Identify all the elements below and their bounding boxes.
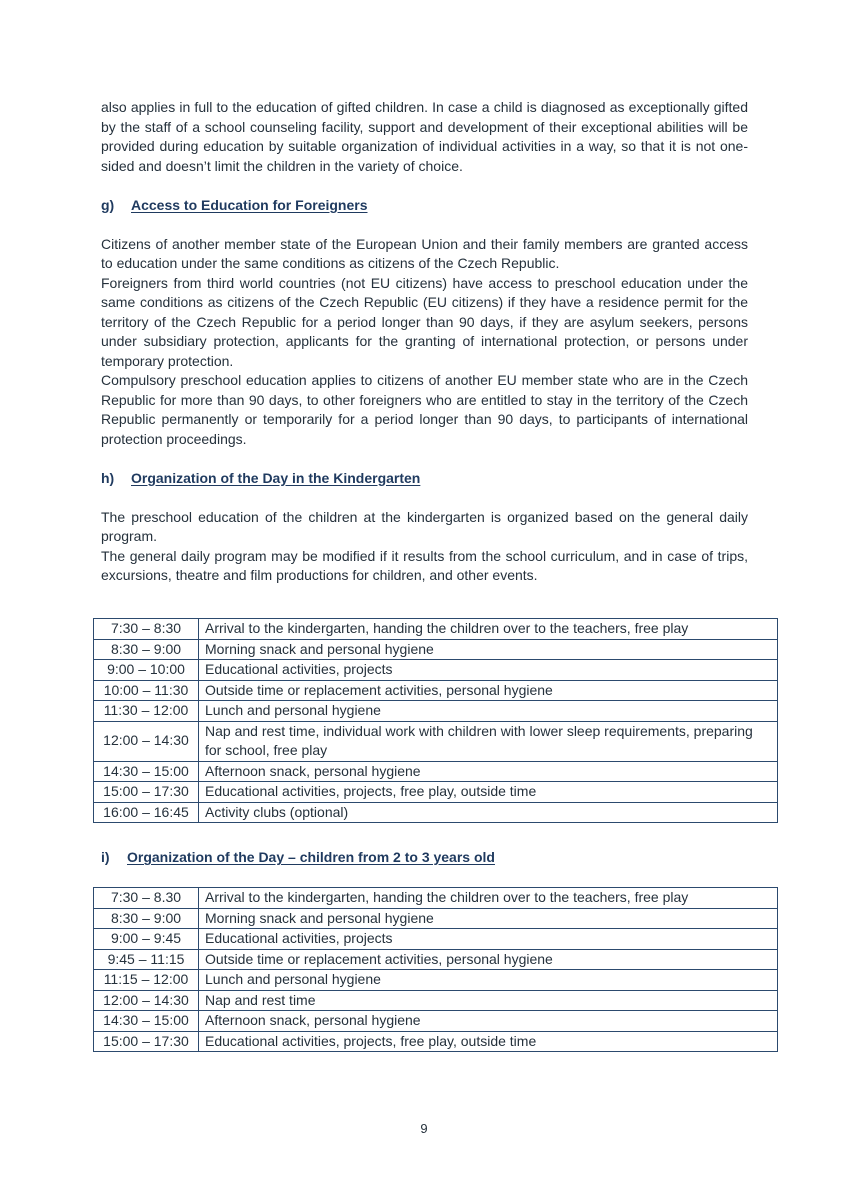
table-row [94, 761, 778, 782]
table-row [94, 782, 778, 803]
section-g-paragraph-1: Citizens of another member state of the European Union and their family members are granted access to education under the same conditions as citizens of the Czech Republic. [101, 235, 748, 271]
time-cell: 10:00 – 11:30 [94, 680, 199, 701]
table-row [94, 1011, 778, 1032]
section-h-paragraph-2: The general daily program may be modified if it results from the school curriculum, and in case of trips, excursions, theatre and film productions for children, and other events. [101, 547, 748, 583]
table-row [94, 802, 778, 823]
activity-cell: Morning snack and personal hygiene [199, 639, 778, 660]
time-cell: 16:00 – 16:45 [94, 802, 199, 823]
time-cell: 11:30 – 12:00 [94, 701, 199, 722]
section-i-title: Organization of the Day – children from 2 to 3 years old [127, 849, 495, 865]
time-cell: 15:00 – 17:30 [94, 1031, 199, 1052]
activity-cell: Educational activities, projects, free play, outside time [199, 782, 778, 803]
section-h-letter: h) [101, 469, 115, 486]
activity-cell: Lunch and personal hygiene [199, 970, 778, 991]
activity-cell: Nap and rest time, individual work with children with lower sleep requirements, preparing for school, free play [199, 721, 778, 761]
page-body [101, 98, 748, 586]
activity-cell: Afternoon snack, personal hygiene [199, 1011, 778, 1032]
section-g-letter: g) [101, 196, 115, 213]
table-row [94, 1031, 778, 1052]
activity-cell: Educational activities, projects [199, 929, 778, 950]
section-g-title: Access to Education for Foreigners [131, 196, 368, 213]
section-g-paragraph-3: Compulsory preschool education applies to citizens of another EU member state who are in the Czech Republic for more than 90 days, to other foreigners who are entitled to stay in the territory of the Czech Republic permanently or temporarily for a period longer than 90 days, to participants of international protection proceedings. [101, 372, 748, 447]
activity-cell: Afternoon snack, personal hygiene [199, 761, 778, 782]
table-row [94, 908, 778, 929]
time-cell: 12:00 – 14:30 [94, 990, 199, 1011]
table-row [94, 888, 778, 909]
section-h-title: Organization of the Day in the Kindergarten [131, 469, 421, 486]
table-row [94, 949, 778, 970]
activity-cell: Educational activities, projects [199, 660, 778, 681]
table-row [94, 660, 778, 681]
section-g-heading [101, 196, 748, 216]
toddler-schedule-table [93, 887, 778, 1052]
time-cell: 15:00 – 17:30 [94, 782, 199, 803]
time-cell: 7:30 – 8.30 [94, 888, 199, 909]
time-cell: 14:30 – 15:00 [94, 1011, 199, 1032]
daily-schedule-table [93, 618, 778, 823]
table-row [94, 970, 778, 991]
time-cell: 8:30 – 9:00 [94, 908, 199, 929]
time-cell: 9:00 – 10:00 [94, 660, 199, 681]
activity-cell: Arrival to the kindergarten, handing the children over to the teachers, free play [199, 888, 778, 909]
time-cell: 9:45 – 11:15 [94, 949, 199, 970]
activity-cell: Activity clubs (optional) [199, 802, 778, 823]
time-cell: 14:30 – 15:00 [94, 761, 199, 782]
activity-cell: Outside time or replacement activities, personal hygiene [199, 949, 778, 970]
activity-cell: Educational activities, projects, free play, outside time [199, 1031, 778, 1052]
table-row [94, 990, 778, 1011]
time-cell: 7:30 – 8:30 [94, 619, 199, 640]
table-row [94, 701, 778, 722]
section-h-heading [101, 469, 748, 489]
activity-cell: Morning snack and personal hygiene [199, 908, 778, 929]
time-cell: 12:00 – 14:30 [94, 721, 199, 761]
time-cell: 11:15 – 12:00 [94, 970, 199, 991]
intro-paragraph: also applies in full to the education of gifted children. In case a child is diagnosed as exceptionally gifted by the staff of a school counseling facility, support and development of their exceptional abilities will be provided during education by suitable organization of individual activities in a way, so that it is not one-sided and doesn’t limit the children in the variety of choice. [101, 99, 748, 174]
activity-cell: Nap and rest time [199, 990, 778, 1011]
section-g-paragraph-2: Foreigners from third world countries (not EU citizens) have access to preschool education under the same conditions as citizens of the Czech Republic (EU citizens) if they have a residence permit for the territory of the Czech Republic for a period longer than 90 days, if they are asylum seekers, persons under subsidiary protection, applicants for the granting of international protection, or persons under temporary protection. [101, 274, 748, 369]
time-cell: 9:00 – 9:45 [94, 929, 199, 950]
table-row [94, 619, 778, 640]
section-h-paragraph-1: The preschool education of the children at the kindergarten is organized based on the general daily program. [101, 508, 748, 544]
activity-cell: Arrival to the kindergarten, handing the children over to the teachers, free play [199, 619, 778, 640]
table-row [94, 721, 778, 761]
table-row [94, 929, 778, 950]
section-i-letter: i) [101, 849, 110, 865]
activity-cell: Outside time or replacement activities, personal hygiene [199, 680, 778, 701]
table-row [94, 680, 778, 701]
activity-cell: Lunch and personal hygiene [199, 701, 778, 722]
table-row [94, 639, 778, 660]
page-number: 9 [420, 1121, 428, 1136]
time-cell: 8:30 – 9:00 [94, 639, 199, 660]
section-i-heading [101, 848, 495, 868]
